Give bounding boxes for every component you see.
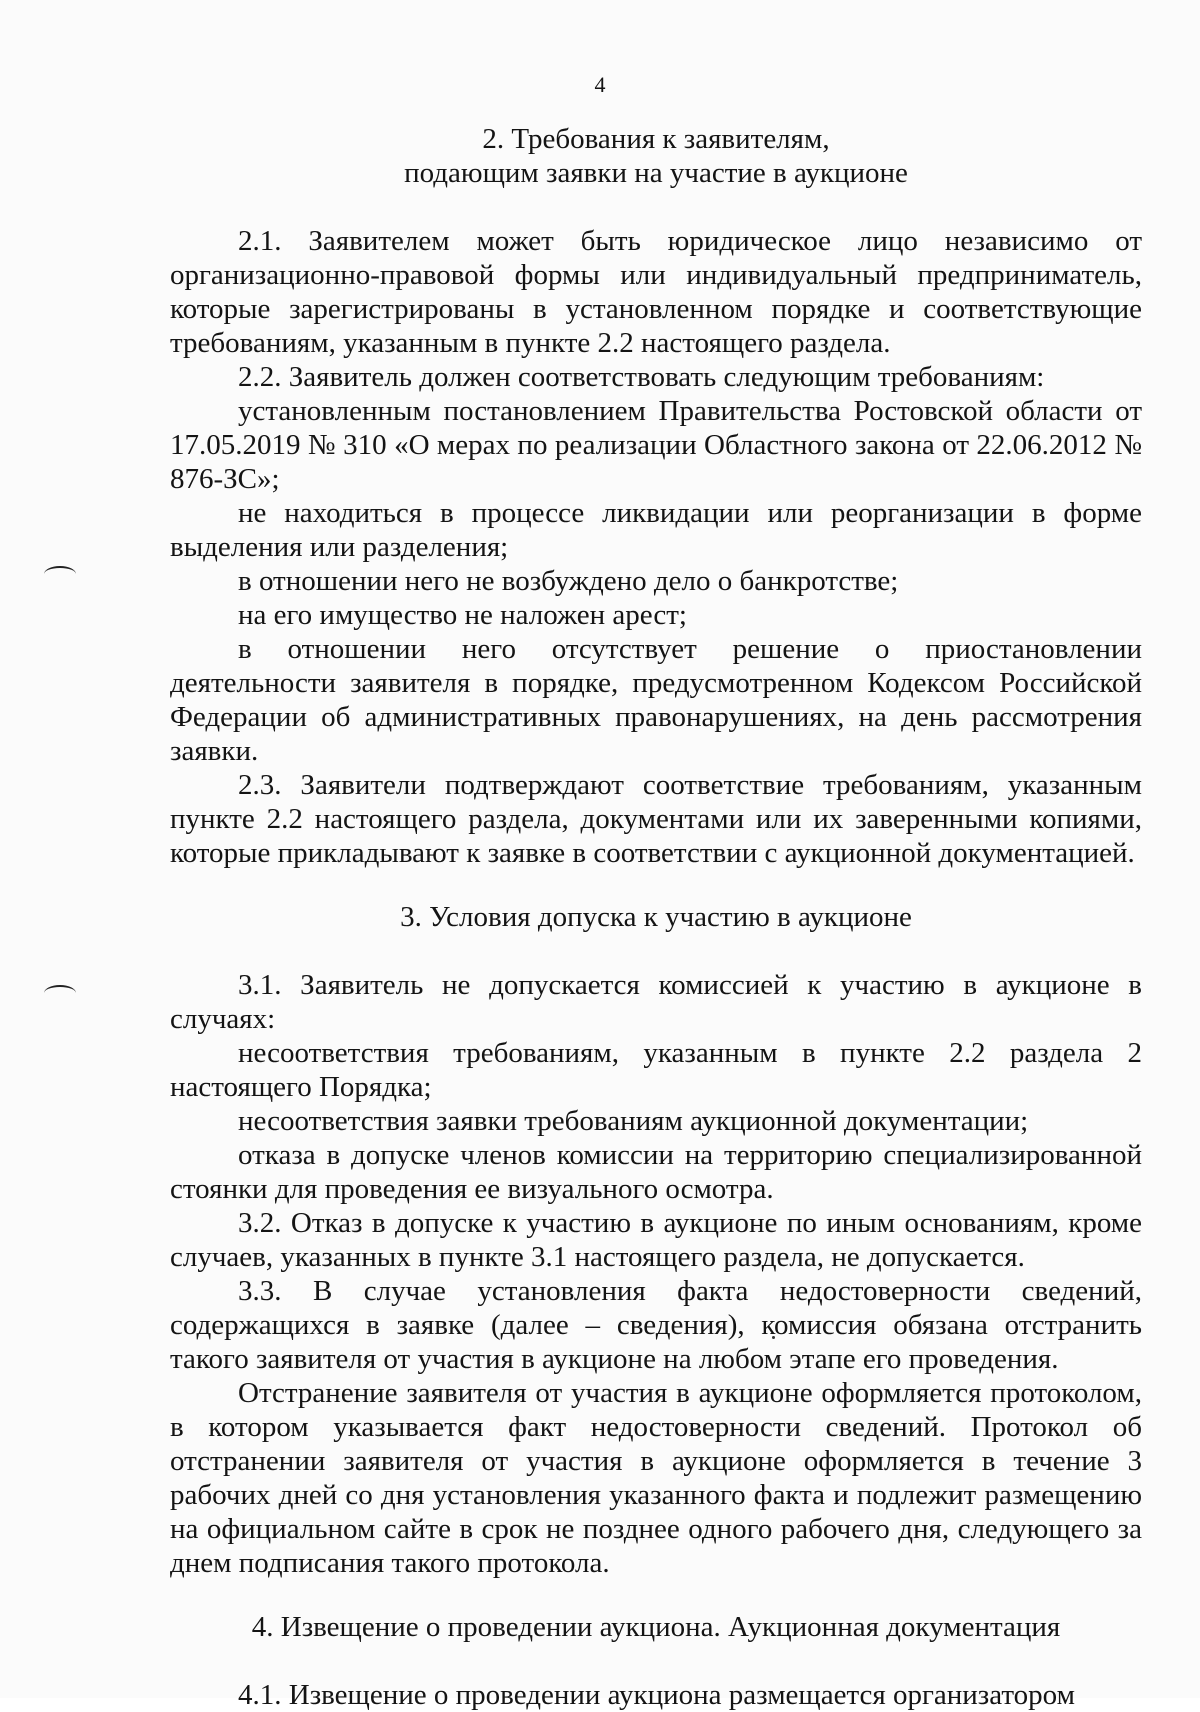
section-heading-line: подающим заявки на участие в аукционе	[404, 157, 908, 189]
paragraph-2-1: 2.1. Заявителем может быть юридическое лицо независимо от организационно-правовой формы или индивидуальный предприниматель, которые зарегистрированы в установленном порядке и соответствующие требованиям, указанным в пункте 2.2 настоящего раздела.	[170, 225, 1142, 359]
page-number: 4	[594, 72, 606, 97]
scan-mark	[44, 566, 76, 582]
paragraph: на его имущество не наложен арест;	[238, 599, 687, 631]
paragraph-3-1: 3.1. Заявитель не допускается комиссией к участию в аукционе в случаях:	[170, 969, 1142, 1035]
paragraph: Отстранение заявителя от участия в аукционе оформляется протоколом, в котором указывается факт недостоверности сведений. Протокол об отстранении заявителя от участия в аукционе оформляется в течение 3 рабочих дней со дня установления указанного факта и подлежит размещению на официальном сайте в срок не позднее одного рабочего дня, следующего за днем подписания такого протокола.	[170, 1377, 1142, 1579]
paragraph-2-2: 2.2. Заявитель должен соответствовать следующим требованиям:	[238, 361, 1045, 393]
section-4-heading: 4. Извещение о проведении аукциона. Аукционная документация	[251, 1611, 1061, 1643]
paragraph-3-2: 3.2. Отказ в допуске к участию в аукционе по иным основаниям, кроме случаев, указанных в пункте 3.1 настоящего раздела, не допускается.	[170, 1207, 1142, 1273]
document-body	[170, 122, 1142, 1712]
section-heading-line: 2. Требования к заявителям,	[482, 123, 830, 155]
paragraph: в отношении него отсутствует решение о приостановлении деятельности заявителя в порядке, предусмотренном Кодексом Российской Федерации об административных правонарушениях, на день рассмотрения заявки.	[170, 633, 1142, 767]
paragraph: не находиться в процессе ликвидации или реорганизации в форме выделения или разделения;	[170, 497, 1142, 563]
section-3-heading: 3. Условия допуска к участию в аукционе	[400, 901, 912, 933]
paragraph: несоответствия требованиям, указанным в пункте 2.2 раздела 2 настоящего Порядка;	[170, 1037, 1142, 1103]
paragraph: установленным постановлением Правительства Ростовской области от 17.05.2019 № 310 «О мерах по реализации Областного закона от 22.06.2012 № 876-ЗС»;	[170, 395, 1142, 495]
paragraph: несоответствия заявки требованиям аукционной документации;	[238, 1105, 1029, 1137]
paragraph: отказа в допуске членов комиссии на территорию специализированной стоянки для проведения ее визуального осмотра.	[170, 1139, 1142, 1205]
scan-mark	[44, 985, 76, 1001]
paragraph: в отношении него не возбуждено дело о банкротстве;	[238, 565, 899, 597]
paragraph-4-1: 4.1. Извещение о проведении аукциона размещается организатором	[238, 1679, 1075, 1711]
paragraph-2-3: 2.3. Заявители подтверждают соответствие требованиям, указанным пункте 2.2 настоящего раздела, документами или их заверенными копиями, которые прикладывают к заявке в соответствии с аукционной документацией.	[170, 769, 1142, 869]
paragraph-3-3: 3.3. В случае установления факта недостоверности сведений, содержащихся в заявке (далее – сведения), комиссия обязана отстранить такого заявителя от участия в аукционе на любом этапе его проведения.	[170, 1275, 1142, 1375]
section-2-heading	[170, 122, 1142, 190]
